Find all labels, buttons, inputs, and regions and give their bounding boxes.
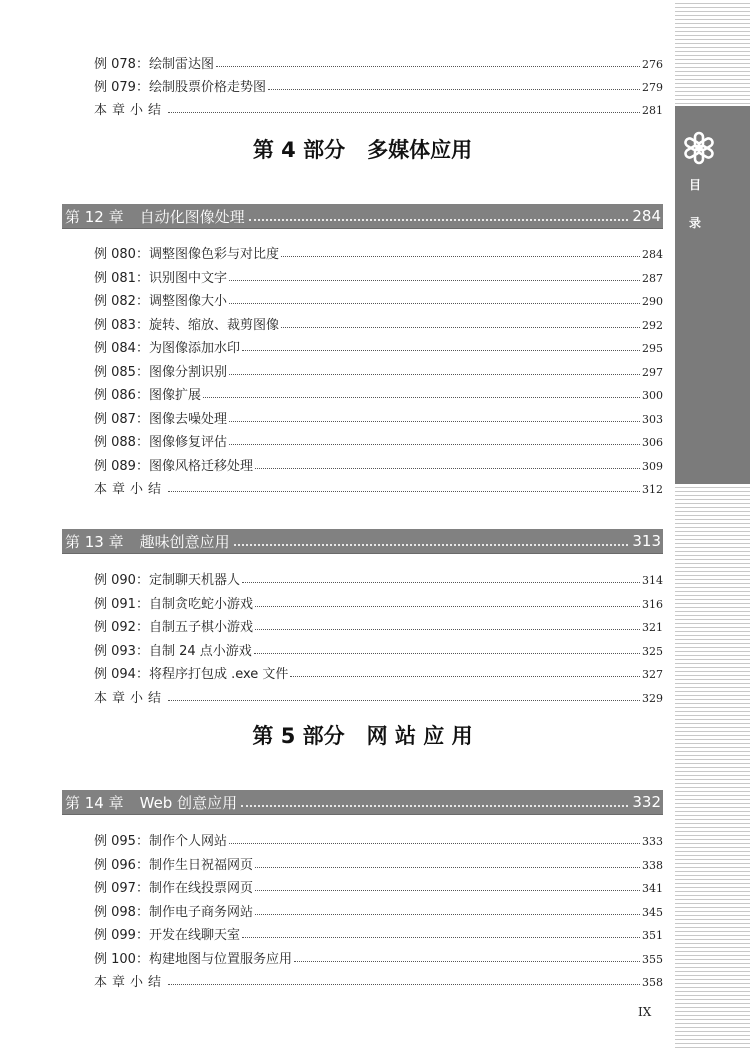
dot-leader [249,219,629,221]
entry-title: 识别图中文字 [148,270,227,286]
page-number: 276 [642,58,663,71]
page-number: 300 [642,389,663,402]
entry-title: 本章小结 [94,975,167,990]
toc-entry[interactable] [94,311,663,333]
example-number: 例 078： [94,57,149,72]
dot-leader [281,327,640,328]
side-label-lu: 录 [689,216,702,230]
entry-title: 构建地图与位置服务应用 [148,951,292,967]
page-number: 321 [642,621,663,634]
toc-entry-summary[interactable] [94,96,663,118]
dot-leader [255,468,640,469]
toc-entry[interactable] [94,851,663,873]
page-number: 345 [642,905,663,919]
entry-title: 定制聊天机器人 [148,573,240,588]
toc-entry-summary[interactable] [94,475,663,497]
chapter-header-12[interactable] [62,204,663,229]
toc-entry[interactable] [94,287,663,309]
dot-leader [229,303,640,304]
toc-entry[interactable] [94,566,663,588]
page-number: 341 [642,882,663,895]
chapter-header-13[interactable] [62,529,663,554]
dot-leader [281,256,640,257]
page-number: 338 [642,858,663,872]
toc-entry[interactable] [94,73,663,95]
page-number: 351 [642,929,663,942]
dot-leader [229,843,640,844]
example-number: 例 095： [94,834,149,849]
chapter-number: 第 12 章 [65,207,124,226]
page-number: 287 [642,271,663,285]
page-number: 316 [642,597,663,611]
dot-leader [168,491,640,492]
toc-entry[interactable] [94,590,663,612]
page-number: 329 [642,691,663,705]
dot-leader [242,582,640,583]
toc-entry[interactable] [94,405,663,427]
dot-leader [255,914,640,915]
page-number: 295 [642,342,663,355]
example-number: 例 094： [94,667,149,682]
page-number: 292 [642,318,663,332]
example-number: 例 089： [94,458,149,474]
example-number: 例 079： [94,80,149,95]
example-number: 例 088： [94,435,149,450]
dot-leader [168,700,640,701]
entry-title: 图像去噪处理 [148,411,227,427]
page-number: 312 [642,483,663,496]
example-number: 例 087： [94,411,149,427]
dot-leader [255,606,640,607]
chapter-page: 332 [632,793,661,811]
dot-leader [241,805,628,807]
example-number: 例 080： [94,247,149,262]
toc-side-tab [675,106,750,484]
dot-leader [203,397,640,398]
entry-title: 为图像添加水印 [148,341,240,356]
part-heading-5 [62,720,663,750]
toc-entry-summary[interactable] [94,684,663,706]
toc-entry[interactable] [94,921,663,943]
entry-title: 制作在线投票网页 [148,881,253,896]
chapter-number: 第 14 章 [65,793,124,812]
entry-title: 调整图像大小 [148,294,227,309]
chapter-header-14[interactable] [62,790,663,815]
entry-title: 图像修复评估 [148,435,227,450]
dot-leader [242,937,640,938]
chapter-page: 313 [632,532,661,550]
entry-title: 图像扩展 [148,388,201,403]
entry-title: 制作电子商务网站 [148,904,253,920]
toc-entry[interactable] [94,428,663,450]
chapter-title: 趣味创意应用 [139,532,230,551]
page-number: 333 [642,835,663,848]
toc-entry[interactable] [94,898,663,920]
dot-leader [268,89,640,90]
page-number: 297 [642,365,663,379]
page-number: 279 [642,81,663,94]
dot-leader [290,676,640,677]
toc-entry[interactable] [94,874,663,896]
page-number: 284 [642,248,663,261]
entry-title: 绘制雷达图 [148,57,214,72]
toc-entry-summary[interactable] [94,968,663,990]
toc-entry[interactable] [94,240,663,262]
entry-title: 本章小结 [94,690,167,706]
example-number: 例 091： [94,596,149,612]
toc-entry[interactable] [94,334,663,356]
entry-title: 本章小结 [94,482,167,497]
page-number: 325 [642,644,663,658]
page-folio: IX [638,1005,652,1019]
dot-leader [255,890,640,891]
entry-title: 绘制股票价格走势图 [148,80,266,95]
page-number: 327 [642,668,663,681]
entry-title: 旋转、缩放、裁剪图像 [148,317,279,333]
example-number: 例 084： [94,341,149,356]
page-number: 290 [642,295,663,308]
example-number: 例 093： [94,643,149,659]
part-title: 网 站 应 用 [366,724,473,748]
dot-leader [229,280,640,281]
toc-entry[interactable] [94,637,663,659]
dot-leader [255,629,640,630]
dot-leader [294,961,640,962]
dot-leader [242,350,640,351]
page-number: 358 [642,976,663,989]
page-number: 303 [642,412,663,426]
entry-title: 图像风格迁移处理 [148,458,253,474]
toc-entry[interactable] [94,613,663,635]
dot-leader [255,867,640,868]
example-number: 例 086： [94,388,149,403]
example-number: 例 100： [94,951,149,967]
chapter-title: 自动化图像处理 [139,207,245,226]
part-label: 第 4 部分 [252,138,346,162]
toc-entry[interactable] [94,358,663,380]
part-heading-4 [62,134,663,164]
page-number: 309 [642,459,663,473]
entry-title: 自制 24 点小游戏 [148,643,252,659]
dot-leader [168,112,640,113]
part-title: 多媒体应用 [367,138,473,162]
entry-title: 制作生日祝福网页 [148,857,253,873]
toc-entry[interactable] [94,264,663,286]
example-number: 例 098： [94,904,149,920]
example-number: 例 096： [94,857,149,873]
toc-entry[interactable] [94,827,663,849]
entry-title: 将程序打包成 .exe 文件 [148,667,289,682]
dot-leader [229,421,640,422]
example-number: 例 081： [94,270,149,286]
example-number: 例 097： [94,881,149,896]
chapter-title: Web 创意应用 [139,793,238,812]
chapter-number: 第 13 章 [65,532,124,551]
toc-entry[interactable] [94,945,663,967]
dot-leader [168,984,640,985]
dot-leader [229,444,640,445]
example-number: 例 099： [94,928,149,943]
openai-logo-icon [679,128,719,168]
example-number: 例 085： [94,364,149,380]
page-number: 306 [642,436,663,449]
dot-leader [216,66,640,67]
entry-title: 自制贪吃蛇小游戏 [148,596,253,612]
dot-leader [234,544,629,546]
chapter-page: 284 [632,207,661,225]
toc-entry[interactable] [94,50,663,72]
page-number: 314 [642,574,663,587]
toc-entry[interactable] [94,660,663,682]
side-label-mu: 目 [689,178,702,192]
entry-title: 调整图像色彩与对比度 [148,247,279,262]
toc-entry[interactable] [94,381,663,403]
example-number: 例 083： [94,317,149,333]
page-number: 355 [642,952,663,966]
dot-leader [254,653,640,654]
entry-title: 制作个人网站 [148,834,227,849]
entry-title: 本章小结 [94,103,167,118]
example-number: 例 082： [94,294,149,309]
entry-title: 开发在线聊天室 [148,928,240,943]
page-number: 281 [642,104,663,117]
toc-entry[interactable] [94,452,663,474]
part-label: 第 5 部分 [252,724,345,748]
dot-leader [229,374,640,375]
example-number: 例 092： [94,620,149,635]
entry-title: 自制五子棋小游戏 [148,620,253,635]
entry-title: 图像分割识别 [148,364,227,380]
example-number: 例 090： [94,573,149,588]
